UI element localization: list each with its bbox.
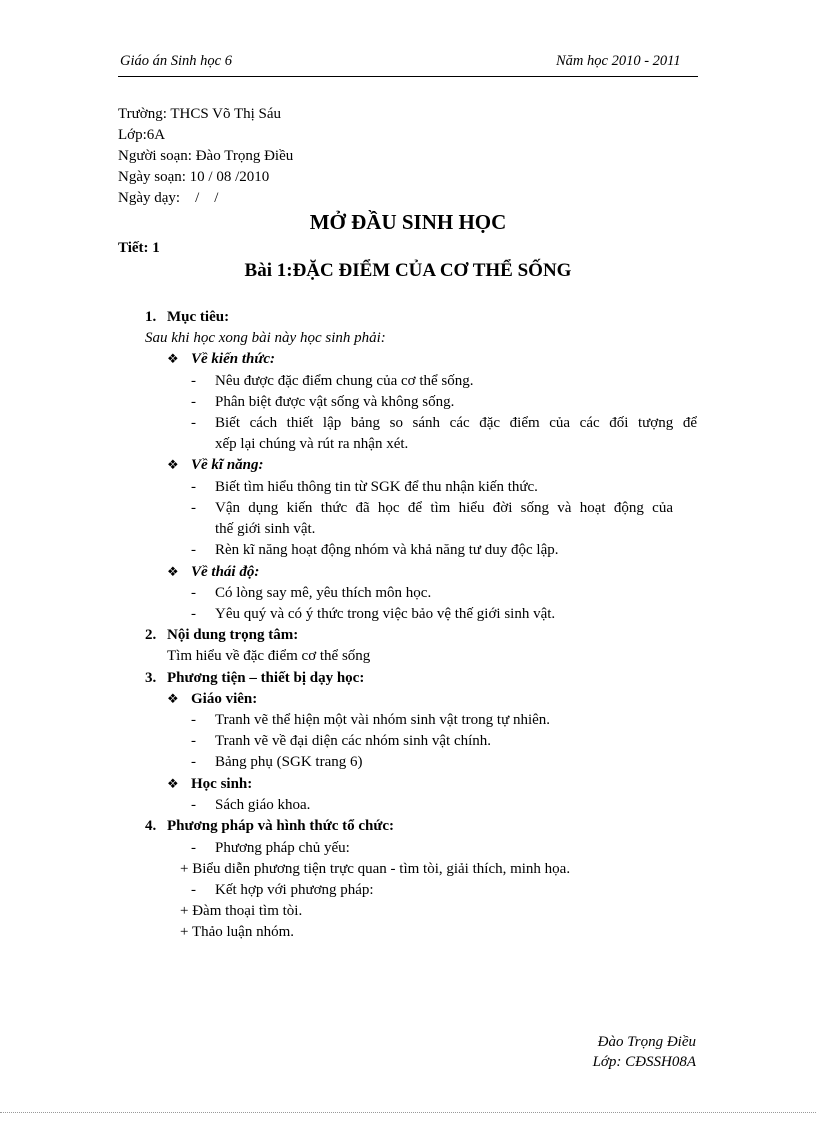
section-2-text: Tìm hiểu về đặc điểm cơ thể sống xyxy=(167,648,371,664)
list-item-text: Phương pháp chủ yếu: xyxy=(215,840,350,856)
list-item-text: Nêu được đặc điểm chung của cơ thể sống. xyxy=(215,373,474,389)
list-item-text: Kết hợp với phương pháp: xyxy=(215,882,374,898)
list-item-text: Vận dụng kiến thức đã học để tìm hiểu đời sống và hoạt động của xyxy=(215,500,673,516)
list-item-continuation: thế giới sinh vật. xyxy=(215,521,316,537)
list-item-text: Bảng phụ (SGK trang 6) xyxy=(215,754,363,770)
dash-bullet: - xyxy=(191,797,196,813)
diamond-bullet-icon: ❖ xyxy=(167,564,179,579)
info-author: Người soạn: Đào Trọng Điều xyxy=(118,148,294,164)
dash-bullet: - xyxy=(191,585,196,601)
dash-bullet: - xyxy=(191,712,196,728)
list-item xyxy=(191,583,431,603)
dash-bullet: - xyxy=(191,754,196,770)
info-school: Trường: THCS Võ Thị Sáu xyxy=(118,106,282,122)
list-item xyxy=(191,731,491,751)
dash-bullet: - xyxy=(191,606,196,622)
footer-class: Lớp: CĐSSH08A xyxy=(592,1054,696,1070)
teacher-heading xyxy=(167,689,257,709)
info-class: Lớp:6A xyxy=(118,127,166,143)
knowledge-heading xyxy=(167,349,275,369)
list-item xyxy=(191,838,350,858)
dash-bullet: - xyxy=(191,500,196,516)
list-item-text: Yêu quý và có ý thức trong việc bảo vệ thế giới sinh vật. xyxy=(215,606,556,622)
dash-bullet: - xyxy=(191,542,196,558)
list-item xyxy=(191,477,538,497)
list-item-text: Tranh vẽ về đại diện các nhóm sinh vật chính. xyxy=(215,733,492,749)
section-4-title: Phương pháp và hình thức tổ chức: xyxy=(167,818,395,834)
attitude-heading-label: Về thái độ: xyxy=(191,564,260,580)
dash-bullet: - xyxy=(191,373,196,389)
diamond-bullet-icon: ❖ xyxy=(167,351,179,366)
section-1-title: Mục tiêu: xyxy=(167,309,230,325)
plus-line: + Đàm thoại tìm tòi. xyxy=(180,903,303,919)
lesson-title: Bài 1:ĐẶC ĐIỂM CỦA CƠ THỂ SỐNG xyxy=(244,260,572,281)
section-1-number: 1. xyxy=(145,309,157,325)
list-item-text: Sách giáo khoa. xyxy=(215,797,311,813)
section-2-heading xyxy=(145,625,298,645)
lesson-number: Tiết: 1 xyxy=(118,240,160,256)
list-item-text: Biết cách thiết lập bảng so sánh các đặc điểm của các đối tượng để xyxy=(215,415,697,431)
list-item xyxy=(191,604,555,624)
header-school-year: Năm học 2010 - 2011 xyxy=(556,53,681,69)
teacher-heading-label: Giáo viên: xyxy=(191,691,258,707)
dash-bullet: - xyxy=(191,479,196,495)
list-item xyxy=(191,795,310,815)
section-3-title: Phương tiện – thiết bị dạy học: xyxy=(167,670,365,686)
dash-bullet: - xyxy=(191,882,196,898)
dash-bullet: - xyxy=(191,394,196,410)
section-1-intro: Sau khi học xong bài này học sinh phải: xyxy=(145,330,386,346)
header-subject: Giáo án Sinh học 6 xyxy=(120,53,232,69)
footer-author: Đào Trọng Điều xyxy=(597,1034,696,1050)
dash-bullet: - xyxy=(191,415,196,431)
list-item-text: Phân biệt được vật sống và không sống. xyxy=(215,394,455,410)
section-4-heading xyxy=(145,816,394,836)
list-item-text: Rèn kĩ năng hoạt động nhóm và khả năng tư duy độc lập. xyxy=(215,542,559,558)
section-2-title: Nội dung trọng tâm: xyxy=(167,627,299,643)
dash-bullet: - xyxy=(191,840,196,856)
list-item xyxy=(191,710,550,730)
student-heading-label: Học sinh: xyxy=(191,776,253,792)
section-4-number: 4. xyxy=(145,818,157,834)
page-bottom-edge xyxy=(0,1112,816,1113)
section-3-heading xyxy=(145,668,364,688)
info-date-prepared: Ngày soạn: 10 / 08 /2010 xyxy=(118,169,270,185)
list-item xyxy=(191,392,454,412)
header-divider xyxy=(118,76,698,77)
section-3-number: 3. xyxy=(145,670,157,686)
info-date-taught: Ngày dạy: / / xyxy=(118,190,219,206)
skills-heading-label: Về kĩ năng: xyxy=(191,457,264,473)
plus-line: + Thảo luận nhóm. xyxy=(180,924,295,940)
list-item xyxy=(191,540,558,560)
dash-bullet: - xyxy=(191,733,196,749)
diamond-bullet-icon: ❖ xyxy=(167,457,179,472)
list-item-text: Có lòng say mê, yêu thích môn học. xyxy=(215,585,432,601)
section-2-number: 2. xyxy=(145,627,157,643)
section-1-heading xyxy=(145,307,229,327)
attitude-heading xyxy=(167,562,259,582)
document-title: MỞ ĐẦU SINH HỌC xyxy=(309,210,507,234)
skills-heading xyxy=(167,455,264,475)
list-item-text: Tranh vẽ thể hiện một vài nhóm sinh vật trong tự nhiên. xyxy=(215,712,551,728)
diamond-bullet-icon: ❖ xyxy=(167,776,179,791)
plus-line: + Biểu diễn phương tiện trực quan - tìm tòi, giải thích, minh họa. xyxy=(180,861,571,877)
list-item-text: Biết tìm hiểu thông tin từ SGK để thu nhận kiến thức. xyxy=(215,479,538,495)
list-item xyxy=(191,752,362,772)
student-heading xyxy=(167,774,252,794)
diamond-bullet-icon: ❖ xyxy=(167,691,179,706)
list-item xyxy=(191,371,474,391)
list-item xyxy=(191,880,374,900)
list-item-continuation: xếp lại chúng và rút ra nhận xét. xyxy=(215,436,409,452)
knowledge-heading-label: Về kiến thức: xyxy=(191,351,275,367)
